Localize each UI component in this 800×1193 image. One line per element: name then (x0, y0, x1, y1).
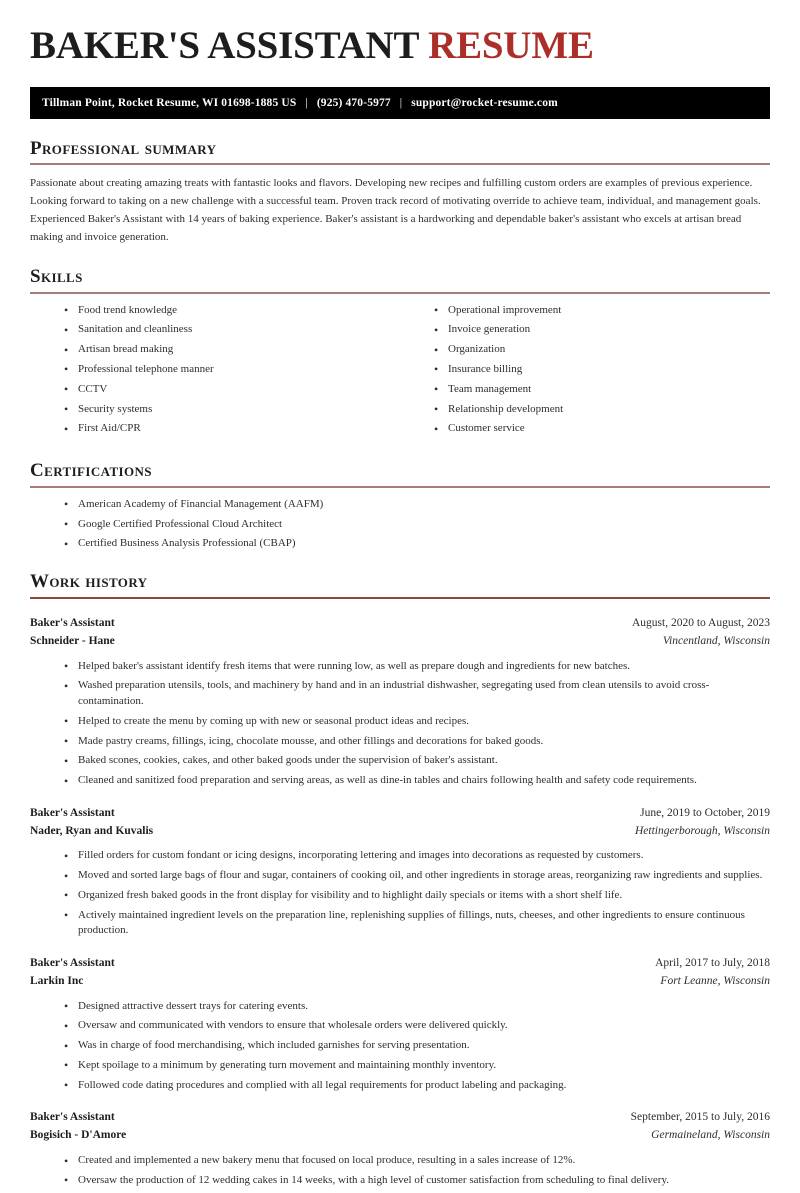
list-item: • Professional telephone manner (64, 362, 400, 378)
job-location: Germaineland, Wisconsin (651, 1129, 770, 1142)
list-item: • American Academy of Financial Management (AAFM) (64, 497, 770, 513)
list-item: • Designed attractive dessert trays for catering events. (64, 999, 770, 1015)
job-title: Baker's Assistant (30, 806, 115, 819)
job-location: Fort Leanne, Wisconsin (660, 974, 770, 987)
list-item: • Washed preparation utensils, tools, and machinery by hand and in an industrial dishwasher, segregating used from clean utensils to avoid cross-contamination. (64, 678, 770, 709)
list-item: • Invoice generation (434, 322, 770, 338)
job-header-row (30, 955, 770, 973)
list-item: • Cleaned and sanitized food preparation and serving areas, as well as dine-in tables and chairs following health and safety code requirements. (64, 773, 770, 789)
contact-address: Tillman Point, Rocket Resume, WI 01698-1885 US (42, 96, 297, 109)
list-item: • Kept spoilage to a minimum by generating turn movement and maintaining monthly inventory. (64, 1058, 770, 1074)
list-item: • Food trend knowledge (64, 303, 400, 319)
list-item: • Made pastry creams, fillings, icing, chocolate mousse, and other fillings and decorations for baked goods. (64, 734, 770, 750)
contact-bar (30, 87, 770, 119)
job-location: Hettingerborough, Wisconsin (634, 824, 770, 837)
list-item: • Google Certified Professional Cloud Architect (64, 517, 770, 533)
list-item: • Sanitation and cleanliness (64, 322, 400, 338)
list-item: • Was in charge of food merchandising, which included garnishes for serving presentation. (64, 1038, 770, 1054)
list-item: • Helped baker's assistant identify fresh items that were running low, as well as prepare dough and ingredients for new batches. (64, 659, 770, 675)
section-divider-work-history (30, 597, 770, 599)
section-title-certifications: Certifications (30, 460, 152, 482)
job-dates: August, 2020 to August, 2023 (631, 616, 770, 629)
list-item: • Customer service (434, 421, 770, 437)
section-divider-skills (30, 292, 770, 294)
list-item: • First Aid/CPR (64, 421, 400, 437)
section-divider-certifications (30, 486, 770, 488)
list-item: • Team management (434, 382, 770, 398)
list-item: • Operational improvement (434, 303, 770, 319)
list-item: • Helped to create the menu by coming up with new or seasonal product ideas and recipes. (64, 714, 770, 730)
work-history-entry (30, 1109, 770, 1188)
job-header-row (30, 805, 770, 823)
section-title-skills: Skills (30, 265, 83, 287)
job-location: Vincentland, Wisconsin (662, 634, 770, 647)
job-bullets (30, 659, 770, 789)
list-item: • Relationship development (434, 402, 770, 418)
job-header-row (30, 615, 770, 633)
work-history-entry (30, 615, 770, 789)
section-divider-professional-summary (30, 163, 770, 165)
skills-list-right (400, 303, 770, 437)
section-work-history (30, 571, 770, 1188)
contact-email[interactable]: support@rocket-resume.com (411, 96, 558, 109)
list-item: • Actively maintained ingredient levels on the preparation line, replenishing supplies of fillings, nuts, cheeses, and other ingredients to ensure continuous production. (64, 908, 770, 939)
skills-column-right (400, 303, 770, 442)
job-dates: April, 2017 to July, 2018 (655, 956, 770, 969)
section-certifications (30, 460, 770, 552)
job-subheader-row (30, 973, 770, 991)
page-title (30, 0, 770, 68)
job-company: Larkin Inc (30, 974, 84, 987)
job-header-row (30, 1109, 770, 1127)
job-company: Bogisich - D'Amore (30, 1129, 127, 1142)
job-title: Baker's Assistant (30, 1111, 115, 1124)
job-dates: September, 2015 to July, 2016 (630, 1111, 770, 1124)
contact-separator-1: | (305, 96, 308, 109)
section-title-professional-summary: Professional summary (30, 137, 217, 159)
contact-separator-2: | (399, 96, 403, 109)
job-subheader-row (30, 633, 770, 651)
job-company: Schneider - Hane (30, 634, 115, 647)
skills-column-left (30, 303, 400, 442)
list-item: • Organization (434, 342, 770, 358)
list-item: • Artisan bread making (64, 342, 400, 358)
job-bullets (30, 999, 770, 1094)
job-company: Nader, Ryan and Kuvalis (30, 824, 154, 837)
list-item: • Organized fresh baked goods in the front display for visibility and to highlight daily specials or items with a short shelf life. (64, 888, 770, 904)
skills-columns (30, 303, 770, 442)
section-professional-summary (30, 138, 770, 247)
list-item: • Created and implemented a new bakery menu that focused on local produce, resulting in a sales increase of 12%. (64, 1153, 770, 1169)
list-item: • Moved and sorted large bags of flour and sugar, containers of cooking oil, and other ingredients in storage areas, reorganizing raw ingredients and supplies. (64, 868, 770, 884)
contact-phone[interactable]: (925) 470-5977 (316, 96, 391, 109)
list-item: • Followed code dating procedures and complied with all legal requirements for product labeling and packaging. (64, 1078, 770, 1094)
job-title: Baker's Assistant (30, 956, 115, 969)
list-item: • Oversaw the production of 12 wedding cakes in 14 weeks, with a high level of customer satisfaction from scheduling to final delivery. (64, 1173, 770, 1189)
job-subheader-row (30, 1127, 770, 1145)
certifications-list (30, 497, 770, 552)
list-item: • Filled orders for custom fondant or icing designs, incorporating lettering and images into decorations as requested by customers. (64, 848, 770, 864)
list-item: • Oversaw and communicated with vendors to ensure that wholesale orders were delivered quickly. (64, 1018, 770, 1034)
work-history-entry (30, 805, 770, 939)
list-item: • Baked scones, cookies, cakes, and other baked goods under the supervision of baker's assistant. (64, 753, 770, 769)
section-skills (30, 266, 770, 441)
list-item: • Insurance billing (434, 362, 770, 378)
job-subheader-row (30, 823, 770, 841)
job-bullets (30, 1153, 770, 1188)
list-item: • CCTV (64, 382, 400, 398)
skills-list-left (30, 303, 400, 437)
page-title-main: BAKER'S ASSISTANT (30, 24, 419, 67)
job-title: Baker's Assistant (30, 616, 115, 629)
job-dates: June, 2019 to October, 2019 (640, 806, 770, 819)
section-title-work-history: Work history (30, 571, 148, 593)
job-bullets (30, 848, 770, 939)
work-history-entry (30, 955, 770, 1093)
list-item: • Certified Business Analysis Professional (CBAP) (64, 536, 770, 552)
list-item: • Security systems (64, 402, 400, 418)
page-title-accent: RESUME (428, 24, 594, 67)
professional-summary-text: Passionate about creating amazing treats with fantastic looks and flavors. Developing new recipes and fulfilling custom orders are examples of previous experience. Looking forward to taking on a new challenge with a successful team. Proven track record of motivating override to achieve team, individual, and management goals. Experienced Baker's Assistant with 14 years of baking experience. Baker's assistant is a hardworking and dependable baker's assistant who excels at artisan bread making and invoice generation. (30, 177, 761, 243)
